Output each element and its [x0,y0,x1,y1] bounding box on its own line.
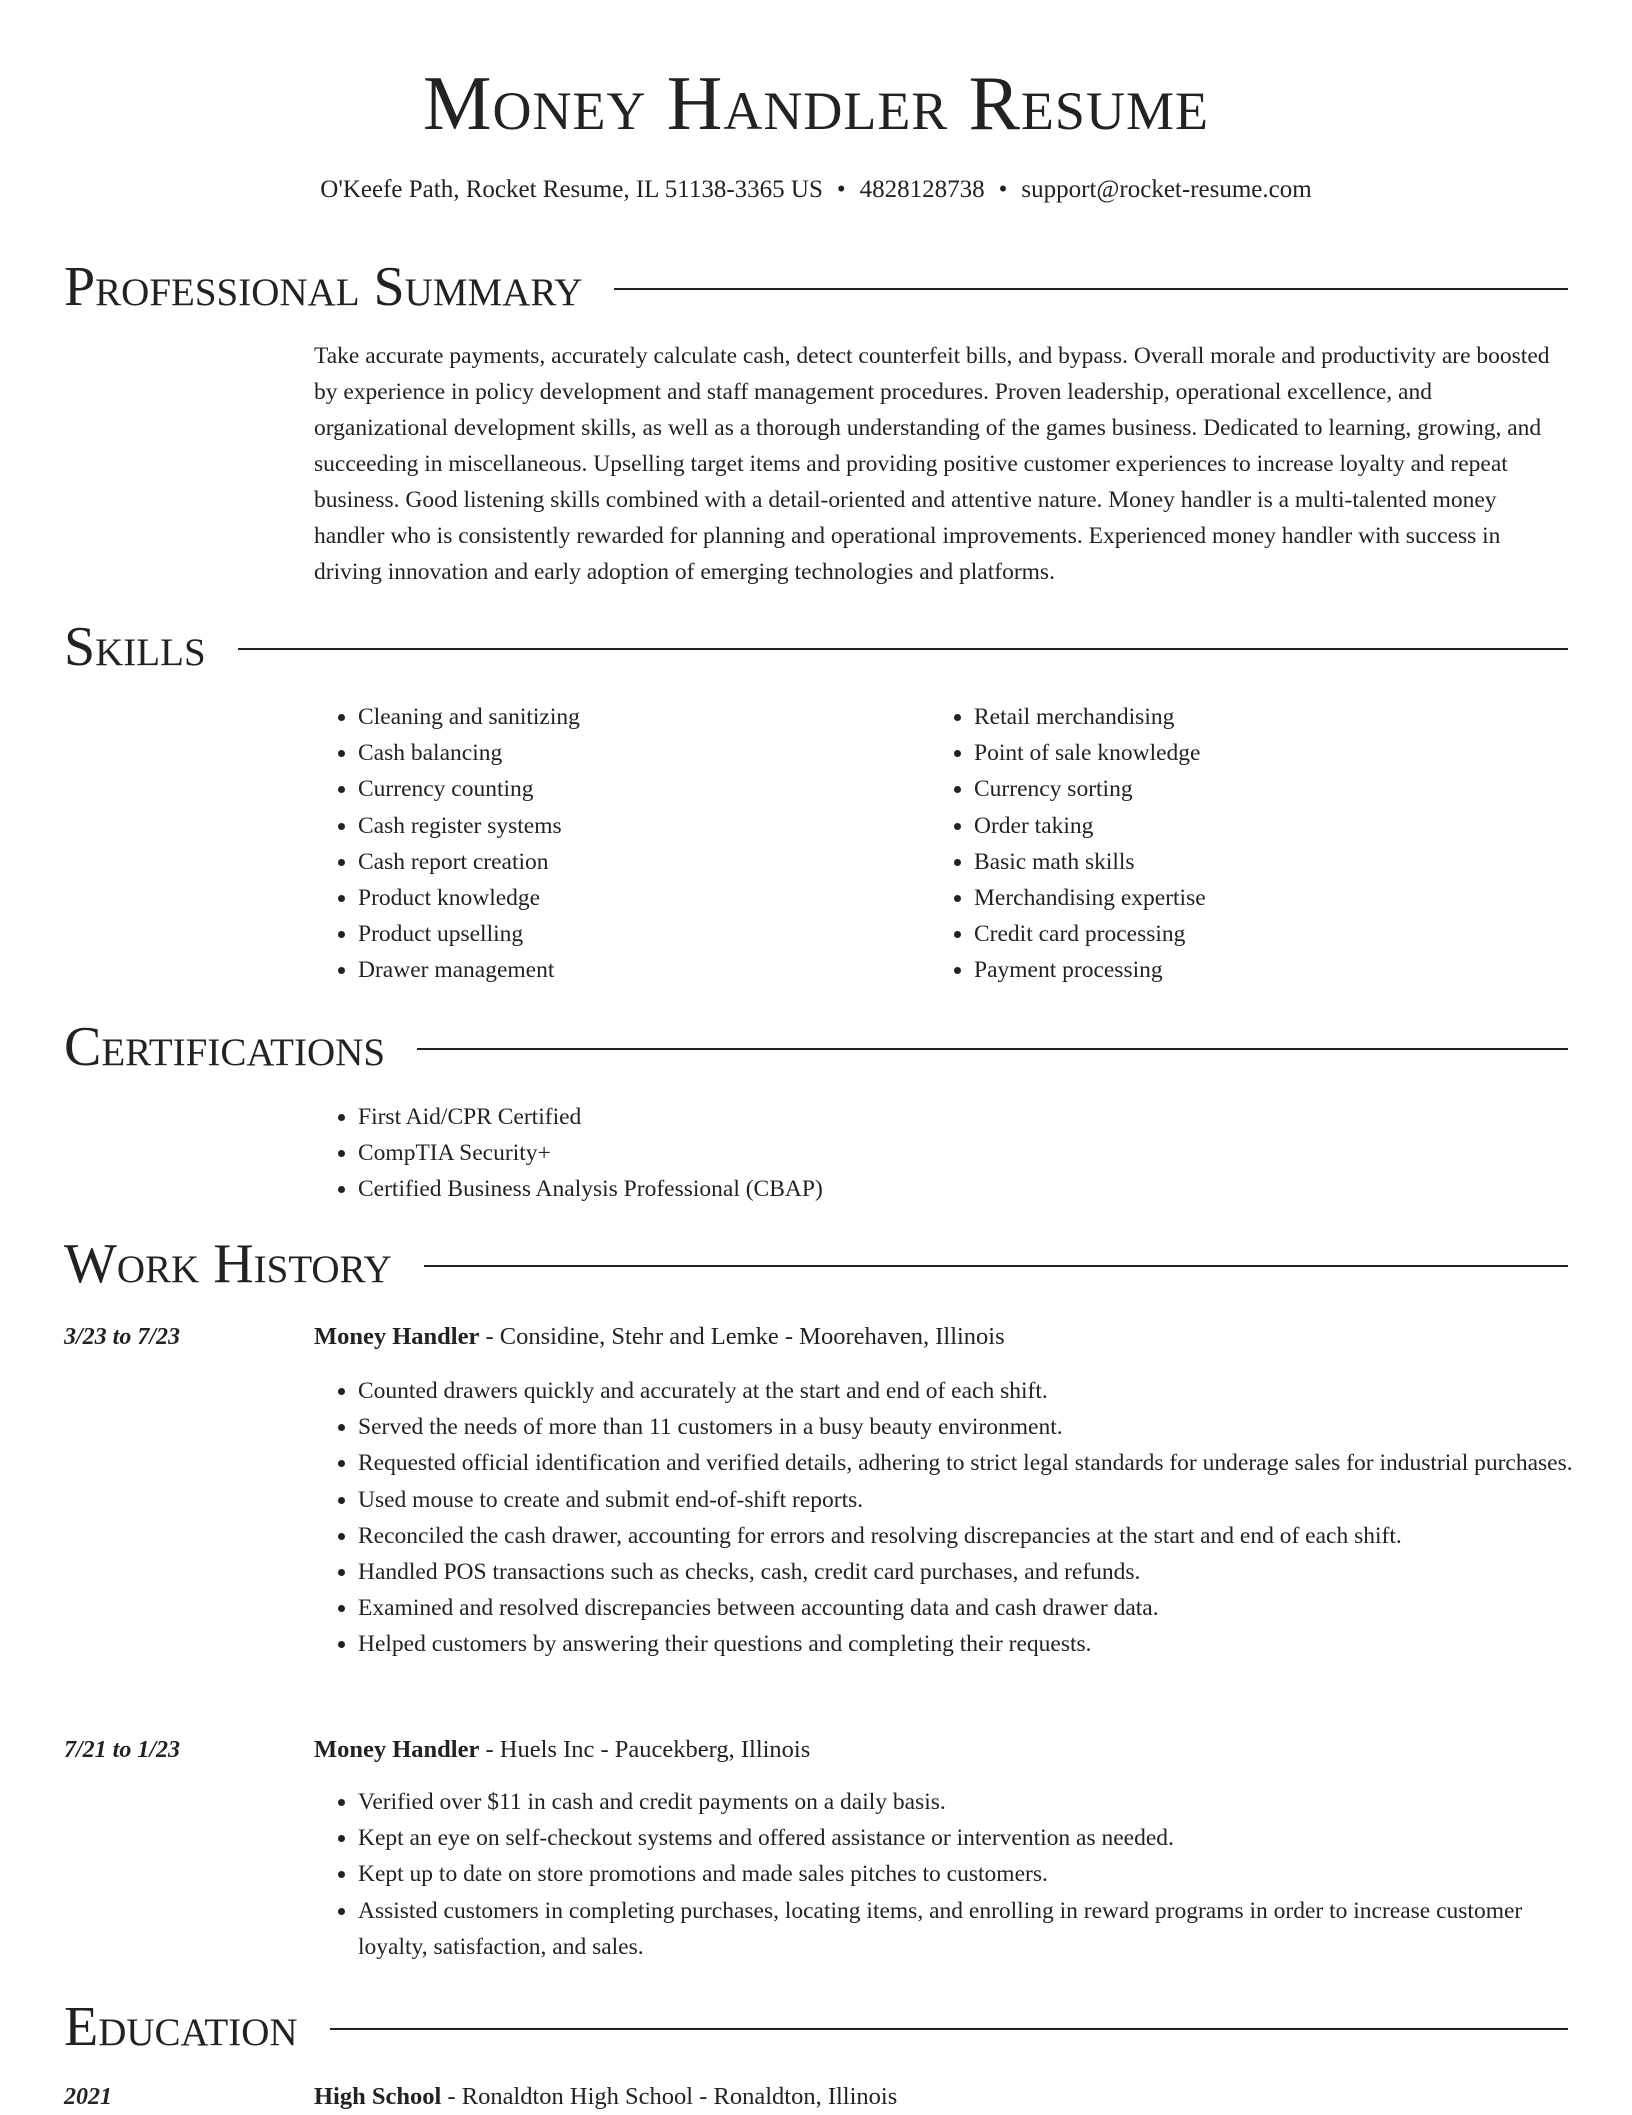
task-item: • Examined and resolved discrepancies between accounting data and cash drawer data. [358,1590,1584,1626]
task-item: • Verified over $11 in cash and credit payments on a daily basis. [358,1784,1584,1820]
task-item: • Kept up to date on store promotions and made sales pitches to customers. [358,1856,1584,1892]
education-year: 2021 [64,2084,112,2110]
skill-item: • Point of sale knowledge [974,735,1206,771]
skills-list [930,699,1206,989]
task-item: • Handled POS transactions such as checks, cash, credit card purchases, and refunds. [358,1554,1584,1590]
certifications-list [314,1099,823,1208]
section-professional-summary [64,255,1568,319]
separator: • [998,176,1008,203]
skill-item: • Payment processing [974,952,1206,988]
job-employer: - Huels Inc - Paucekberg, Illinois [479,1736,811,1763]
job-heading [314,1319,1005,1355]
skills-list [314,699,580,989]
resume-title: Money Handler Resume [423,60,1209,146]
section-skills [64,615,1568,679]
job-dates: 7/21 to 1/23 [64,1737,181,1763]
task-item: • Served the needs of more than 11 customers in a busy beauty environment. [358,1409,1584,1445]
skill-item: • Product knowledge [358,880,580,916]
skill-item: • Order taking [974,808,1206,844]
section-title: Certifications [64,1016,386,1078]
skill-item: • Drawer management [358,952,580,988]
job-employer: - Considine, Stehr and Lemke - Moorehaven, Illinois [479,1323,1005,1350]
skill-item: • Cleaning and sanitizing [358,699,580,735]
address: O'Keefe Path, Rocket Resume, IL 51138-3365 US [320,176,823,203]
contact-line [0,173,1632,207]
section-divider [417,1048,1568,1050]
certification-item: • Certified Business Analysis Professional (CBAP) [358,1171,823,1207]
section-divider [330,2028,1568,2030]
skill-item: • Product upselling [358,916,580,952]
certification-item: • First Aid/CPR Certified [358,1099,823,1135]
skills-right-column [930,699,1206,989]
section-title: Education [64,1996,298,2058]
skill-item: • Currency sorting [974,771,1206,807]
education-school: - Ronaldton High School - Ronaldton, Illinois [441,2083,898,2110]
task-item: • Requested official identification and verified details, adhering to strict legal standards for underage sales for industrial purchases. [358,1445,1584,1481]
skill-item: • Retail merchandising [974,699,1206,735]
task-item: • Kept an eye on self-checkout systems and offered assistance or intervention as needed. [358,1820,1584,1856]
task-list [314,1373,1584,1663]
certification-item: • CompTIA Security+ [358,1135,823,1171]
task-item: • Counted drawers quickly and accurately at the start and end of each shift. [358,1373,1584,1409]
skill-item: • Currency counting [358,771,580,807]
section-title: Skills [64,616,206,678]
skill-item: • Cash register systems [358,808,580,844]
separator: • [836,176,846,203]
job-dates: 3/23 to 7/23 [64,1324,181,1350]
job-tasks [314,1784,1584,1965]
skill-item: • Cash report creation [358,844,580,880]
task-item: • Assisted customers in completing purchases, locating items, and enrolling in reward programs in order to increase customer loyalty, satisfaction, and sales. [358,1893,1584,1965]
summary-text: Take accurate payments, accurately calculate cash, detect counterfeit bills, and bypass. Overall morale and productivity are boosted by experience in policy development and staff management procedures. Proven leadership, operational excellence, and organizational development skills, as well as a thorough understanding of the games business. Dedicated to learning, growing, and succeeding in miscellaneous. Upselling target items and providing positive customer experiences to increase loyalty and repeat business. Good listening skills combined with a detail-oriented and attentive nature. Money handler is a multi-talented money handler who is consistently rewarded for planning and operational improvements. Experienced money handler with success in driving innovation and early adoption of emerging technologies and platforms. [314,343,1550,585]
job-role: Money Handler [314,1323,480,1350]
skill-item: • Credit card processing [974,916,1206,952]
skill-item: • Basic math skills [974,844,1206,880]
job-role: Money Handler [314,1736,480,1763]
certifications-block [314,1099,823,1208]
education-degree: High School [314,2083,442,2110]
section-divider [424,1265,1568,1267]
phone: 4828128738 [859,176,985,203]
task-item: • Helped customers by answering their questions and completing their requests. [358,1626,1584,1662]
job-heading [314,1732,810,1768]
section-title: Work History [64,1233,392,1295]
section-divider [614,288,1568,290]
section-title: Professional Summary [64,256,583,318]
section-education [64,1995,1568,2059]
task-item: • Reconciled the cash drawer, accounting for errors and resolving discrepancies at the start and end of each shift. [358,1518,1584,1554]
section-certifications [64,1015,1568,1079]
section-work-history [64,1232,1568,1296]
skill-item: • Cash balancing [358,735,580,771]
education-heading [314,2079,897,2115]
skill-item: • Merchandising expertise [974,880,1206,916]
section-divider [238,648,1568,650]
skills-left-column [314,699,580,989]
task-list [314,1784,1584,1965]
email-link[interactable]: support@rocket-resume.com [1021,176,1312,203]
job-tasks [314,1373,1584,1663]
task-item: • Used mouse to create and submit end-of-shift reports. [358,1482,1584,1518]
